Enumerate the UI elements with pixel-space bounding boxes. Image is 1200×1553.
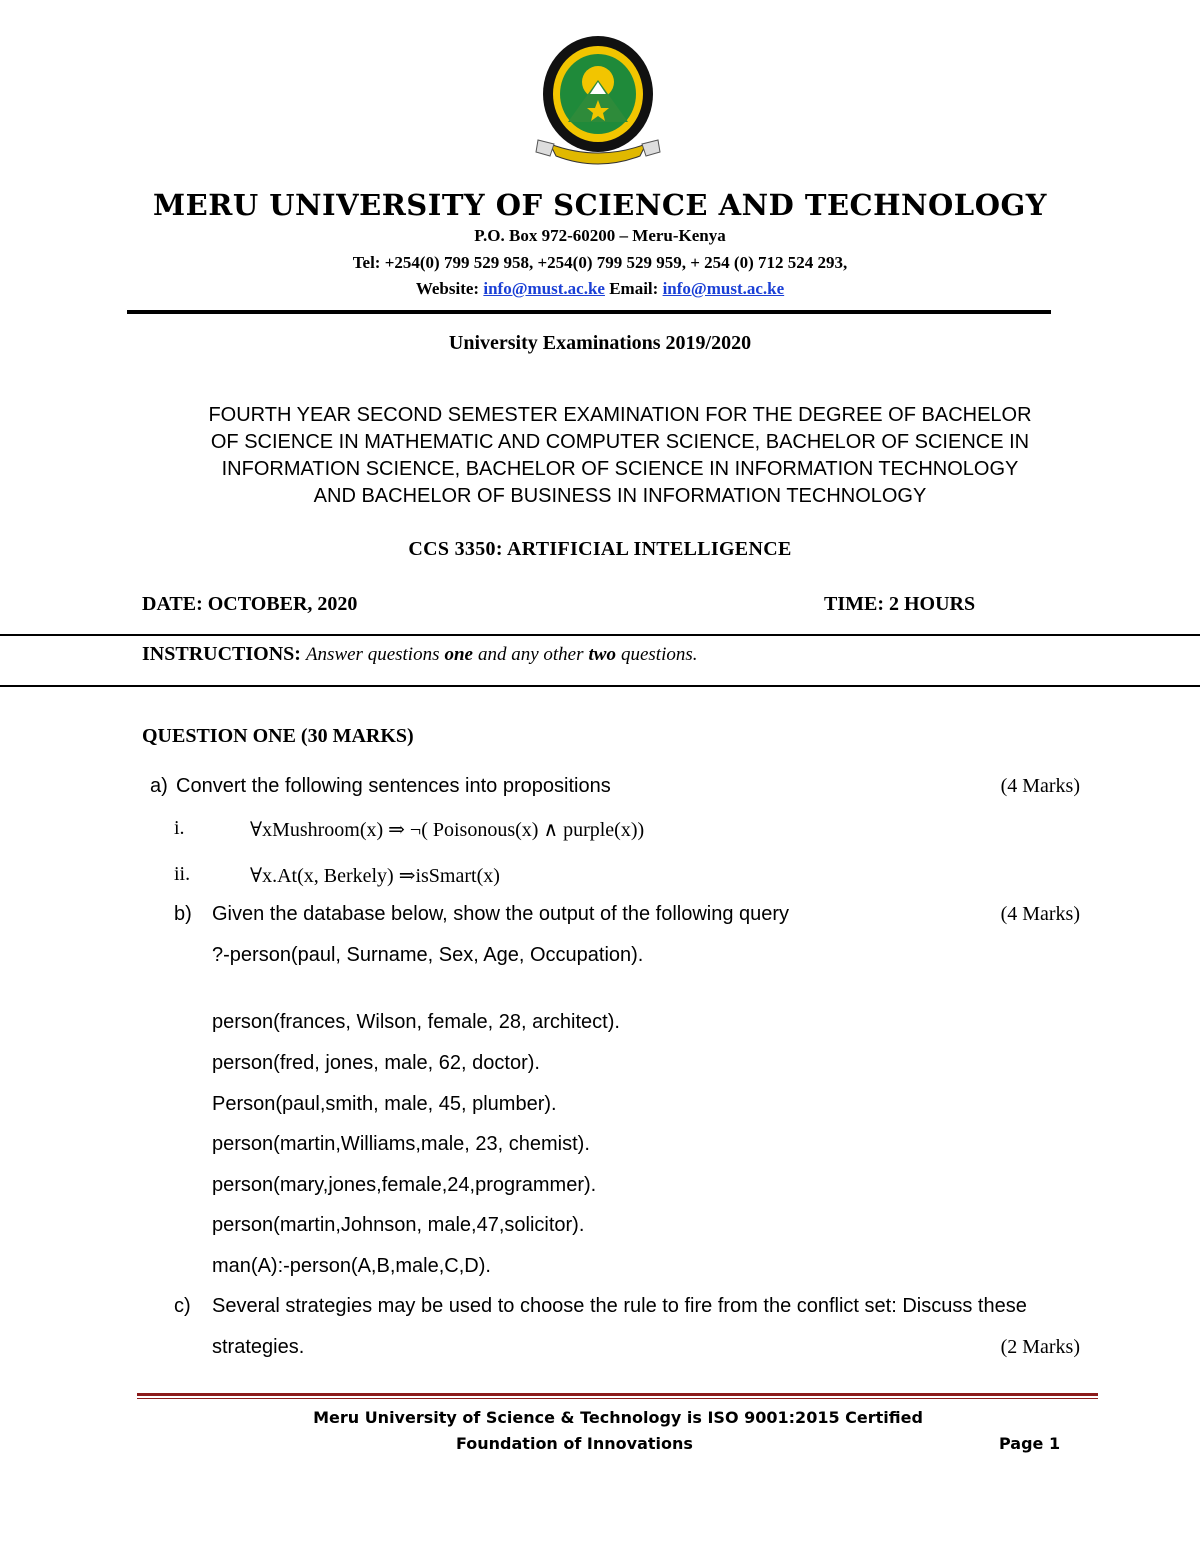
instructions-label: INSTRUCTIONS: xyxy=(142,643,301,665)
page-number: Page 1 xyxy=(999,1434,1061,1453)
database-fact: person(martin,Johnson, male,47,solicitor). xyxy=(212,1214,585,1236)
degree-line: INFORMATION SCIENCE, BACHELOR OF SCIENCE IN INFORMATION TECHNOLOGY xyxy=(221,458,1019,480)
instructions-text-two: two xyxy=(588,644,616,665)
email-link[interactable]: info@must.ac.ke xyxy=(662,279,785,298)
exam-date: DATE: OCTOBER, 2020 xyxy=(142,593,358,615)
instructions-text-post: questions. xyxy=(620,644,698,665)
instructions-bottom-rule xyxy=(0,685,1200,687)
part-c-marks: (2 Marks) xyxy=(1000,1336,1080,1358)
footer-iso-certification: Meru University of Science & Technology is ISO 9001:2015 Certified xyxy=(313,1408,923,1427)
instructions xyxy=(142,643,698,666)
part-c-label: c) xyxy=(174,1295,191,1317)
part-a-marks: (4 Marks) xyxy=(1000,775,1080,797)
part-c-text-continued: strategies. xyxy=(212,1336,305,1358)
instructions-text-one: one xyxy=(444,644,473,665)
degree-line: FOURTH YEAR SECOND SEMESTER EXAMINATION FOR THE DEGREE OF BACHELOR xyxy=(208,404,1032,426)
item-number: i. xyxy=(174,817,185,839)
telephone-line: Tel: +254(0) 799 529 958, +254(0) 799 529 959, + 254 (0) 712 524 293, xyxy=(352,253,848,272)
part-a-text: Convert the following sentences into propositions xyxy=(176,775,611,797)
postal-address: P.O. Box 972-60200 – Meru-Kenya xyxy=(474,226,726,245)
instructions-text-mid: and any other xyxy=(477,644,584,665)
university-seal-logo xyxy=(528,32,668,172)
proposition-item: ∀x.At(x, Berkely) ⇒isSmart(x) xyxy=(250,865,500,887)
course-title: CCS 3350: ARTIFICIAL INTELLIGENCE xyxy=(408,538,792,560)
exam-year-title: University Examinations 2019/2020 xyxy=(448,332,752,354)
proposition-item: ∀xMushroom(x) ⇒ ¬( Poisonous(x) ∧ purple(x)) xyxy=(250,819,645,841)
degree-line: AND BACHELOR OF BUSINESS IN INFORMATION TECHNOLOGY xyxy=(313,485,927,507)
part-b-marks: (4 Marks) xyxy=(1000,903,1080,925)
footer-divider-thin xyxy=(137,1398,1098,1399)
part-a-label: a) xyxy=(150,775,168,797)
website-label: Website: xyxy=(415,279,480,298)
footer-divider xyxy=(137,1393,1098,1396)
website-link[interactable]: info@must.ac.ke xyxy=(483,279,605,298)
part-b-label: b) xyxy=(174,903,192,925)
footer-motto: Foundation of Innovations xyxy=(456,1434,693,1453)
instructions-text-pre: Answer questions xyxy=(305,644,440,665)
prolog-query: ?-person(paul, Surname, Sex, Age, Occupation). xyxy=(212,944,644,966)
database-rule: man(A):-person(A,B,male,C,D). xyxy=(212,1255,491,1277)
university-name: MERU UNIVERSITY OF SCIENCE AND TECHNOLOGY xyxy=(153,188,1047,222)
item-number: ii. xyxy=(174,863,191,885)
exam-time: TIME: 2 HOURS xyxy=(824,593,976,615)
database-fact: person(martin,Williams,male, 23, chemist). xyxy=(212,1133,590,1155)
question-one-title: QUESTION ONE (30 MARKS) xyxy=(142,725,414,747)
database-fact: person(mary,jones,female,24,programmer). xyxy=(212,1174,597,1196)
contact-line xyxy=(0,279,1200,299)
degree-description xyxy=(140,402,1100,510)
part-c-text: Several strategies may be used to choose the rule to fire from the conflict set: Discuss these xyxy=(212,1295,1027,1317)
email-label: Email: xyxy=(609,279,659,298)
header-divider xyxy=(127,310,1051,314)
part-b-text: Given the database below, show the output of the following query xyxy=(212,903,790,925)
database-fact: person(frances, Wilson, female, 28, architect). xyxy=(212,1011,620,1033)
instructions-top-rule xyxy=(0,634,1200,636)
database-fact: person(fred, jones, male, 62, doctor). xyxy=(212,1052,540,1074)
database-fact: Person(paul,smith, male, 45, plumber). xyxy=(212,1093,557,1115)
degree-line: OF SCIENCE IN MATHEMATIC AND COMPUTER SCIENCE, BACHELOR OF SCIENCE IN xyxy=(210,431,1030,453)
